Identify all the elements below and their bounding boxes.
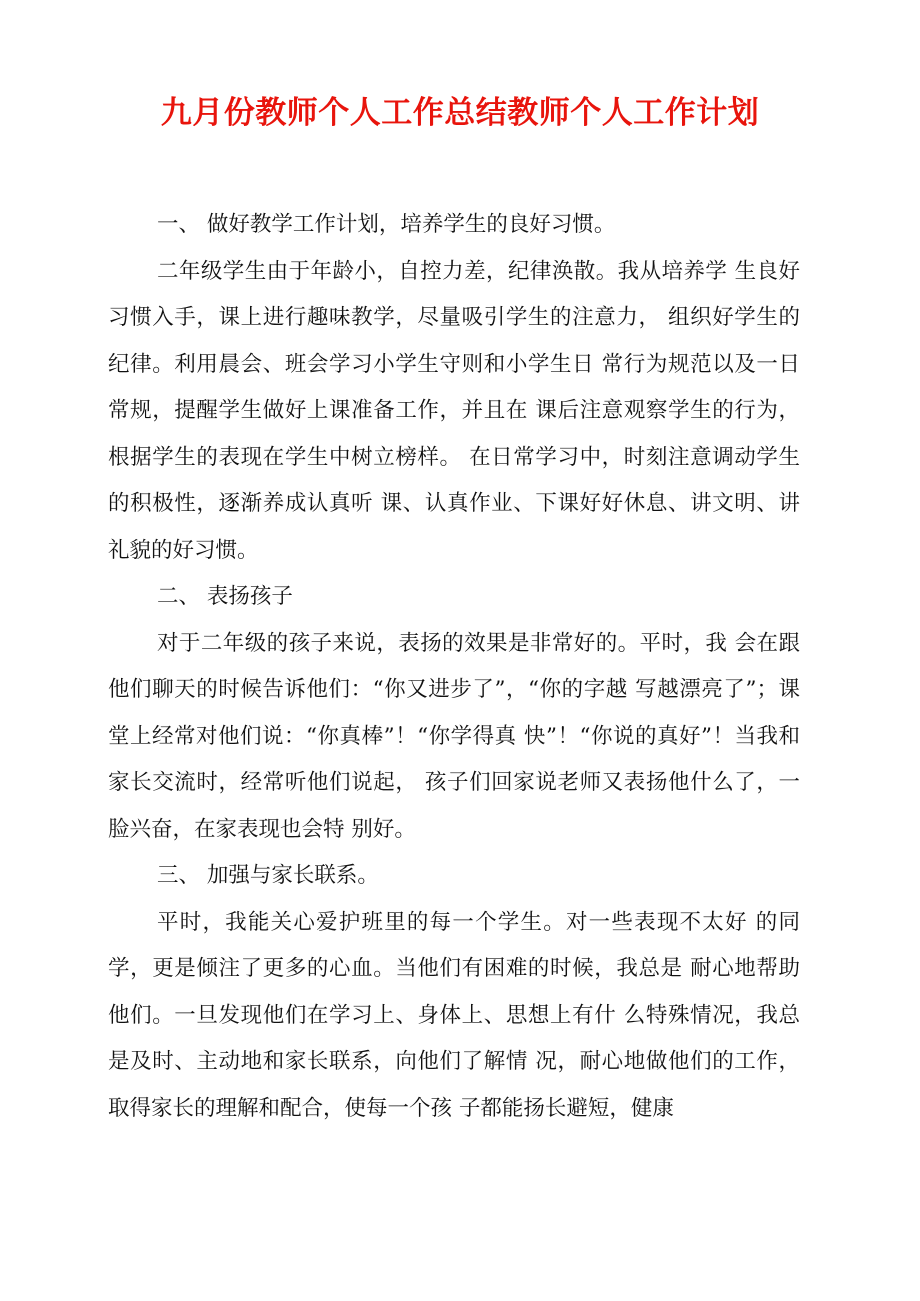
- paragraph-1: 二年级学生由于年龄小，自控力差，纪律涣散。我从培养学 生良好习惯入手，课上进行趣味教学，尽量吸引学生的注意力， 组织好学生的纪律。利用晨会、班会学习小学生守则和小学生日 常行为规范以及一日常规，提醒学生做好上课准备工作，并且在 课后注意观察学生的行为，根据学生的表现在学生中树立榜样。 在日常学习中，时刻注意调动学生的积极性，逐渐养成认真听 课、认真作业、下课好好休息、讲文明、讲礼貌的好习惯。: [108, 258, 800, 563]
- document-title: 九月份教师个人工作总结教师个人工作计划: [160, 95, 760, 131]
- paragraph-3: 平时，我能关心爱护班里的每一个学生。对一些表现不太好 的同学，更是倾注了更多的心血。当他们有困难的时候，我总是 耐心地帮助他们。一旦发现他们在学习上、身体上、思想上有什 么特殊情况，我总是及时、主动地和家长联系，向他们了解情 况，耐心地做他们的工作，取得家长的理解和配合，使每一个孩 子都能扬长避短，健康: [108, 909, 800, 1121]
- paragraph-2: 对于二年级的孩子来说，表扬的效果是非常好的。平时，我 会在跟他们聊天的时候告诉他们：“你又进步了”，“你的字越 写越漂亮了”；课堂上经常对他们说：“你真棒”！“你学得真 快”！“你说的真好”！当我和家长交流时，经常听他们说起， 孩子们回家说老师又表扬他什么了，一脸兴奋，在家表现也会特 别好。: [108, 630, 800, 842]
- section-heading-2: 二、 表扬孩子: [157, 584, 293, 609]
- section-heading-1: 一、 做好教学工作计划，培养学生的良好习惯。: [157, 212, 616, 237]
- section-heading-3: 三、 加强与家长联系。: [157, 863, 379, 888]
- document-body: [108, 202, 800, 1132]
